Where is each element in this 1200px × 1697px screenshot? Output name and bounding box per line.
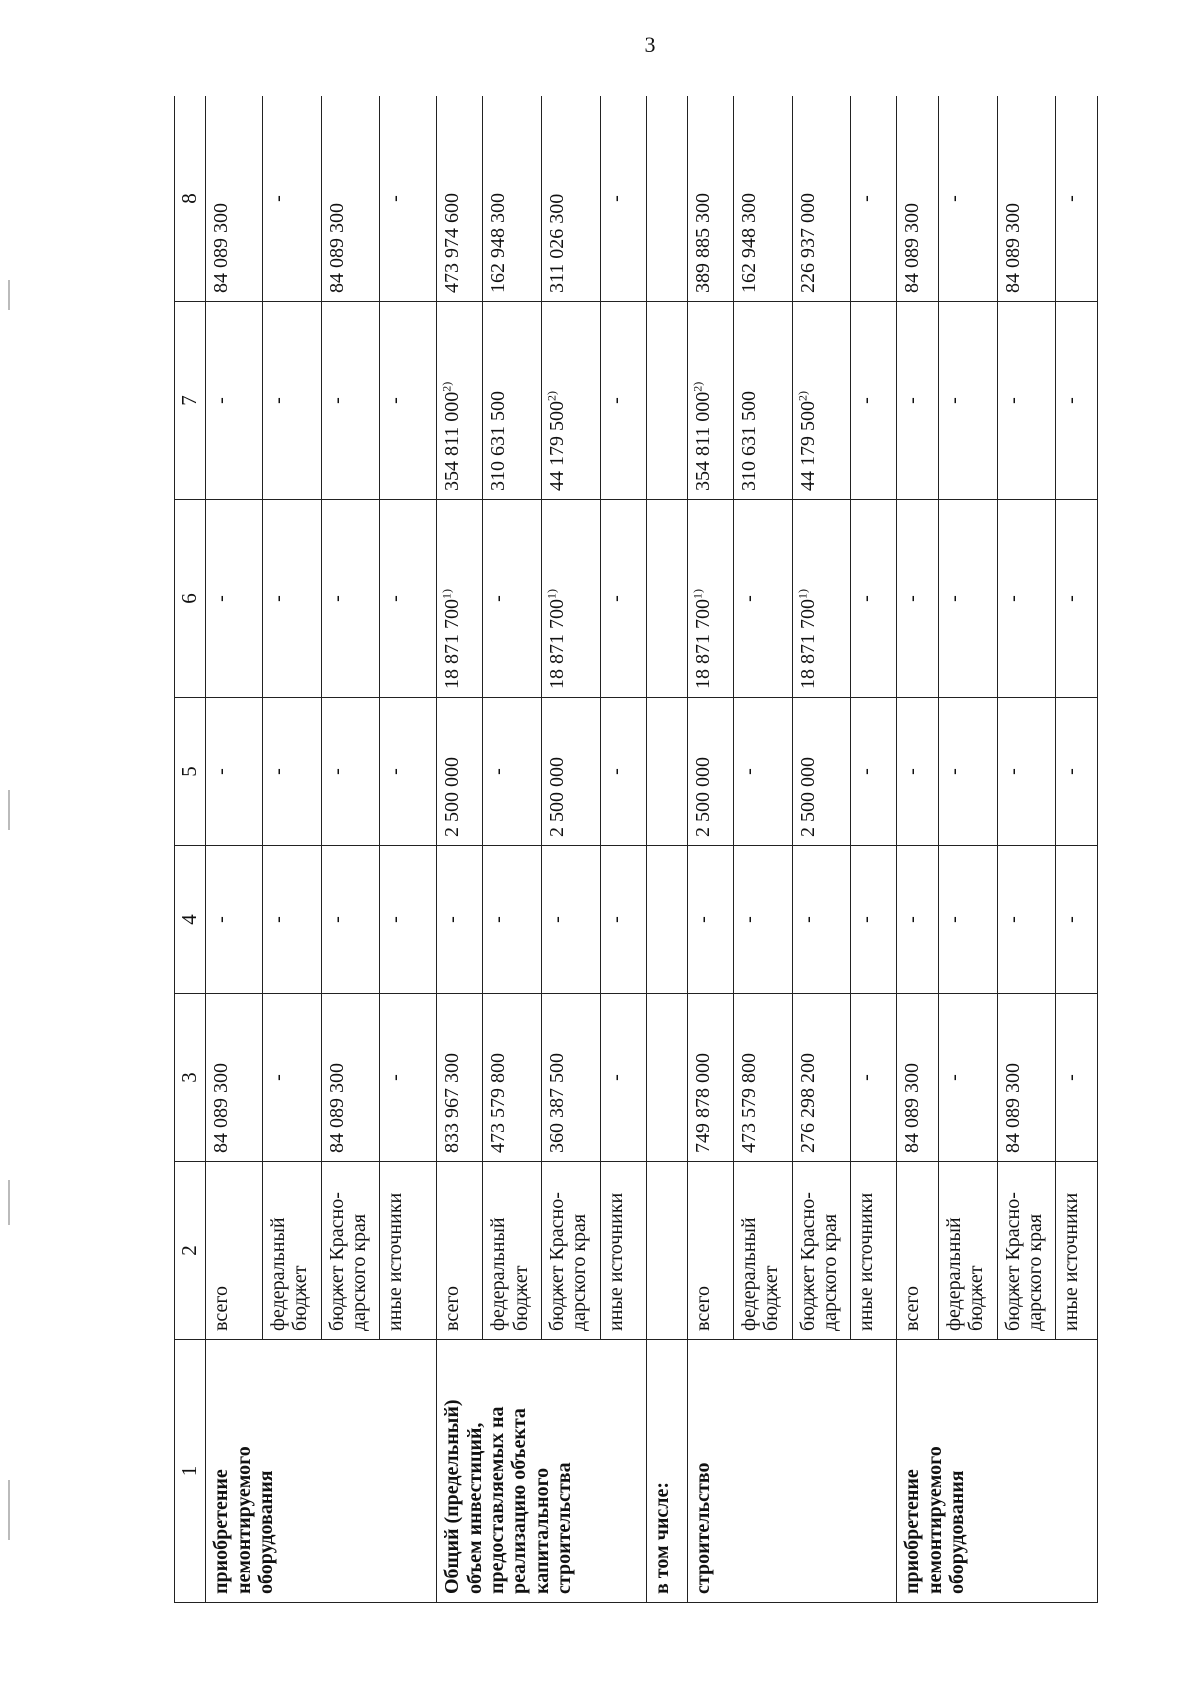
value-cell: -	[897, 846, 939, 994]
row-group-label: приобретение немонтируемого оборудования	[206, 1340, 437, 1603]
value-cell: -	[600, 698, 646, 846]
value-cell: 162 948 300	[733, 96, 792, 302]
value-cell: -	[321, 302, 380, 500]
value-cell: 310 631 500	[733, 302, 792, 500]
value-cell: -	[380, 500, 437, 698]
value-cell: 276 298 200	[792, 994, 851, 1162]
scan-artifact	[8, 280, 10, 310]
row-group-label: приобретение немонтируемого оборудования	[897, 1340, 1098, 1603]
value-cell: 360 387 500	[541, 994, 600, 1162]
value-cell: -	[321, 500, 380, 698]
value-cell: 84 089 300	[206, 96, 263, 302]
value-cell: -	[206, 500, 263, 698]
funding-source-cell: бюджет Красно-дарского края	[541, 1162, 600, 1340]
value-cell: 84 089 300	[321, 994, 380, 1162]
value-cell: 473 579 800	[733, 994, 792, 1162]
funding-source-cell: иные источники	[851, 1162, 897, 1340]
footnote-mark: 2)	[439, 381, 454, 392]
value-cell: -	[262, 994, 321, 1162]
value-cell: 44 179 500$^{2)}$	[541, 302, 600, 500]
value-cell: -	[483, 500, 542, 698]
value-cell: -	[600, 96, 646, 302]
funding-source-cell: бюджет Красно-дарского края	[321, 1162, 380, 1340]
page-number: 3	[644, 32, 656, 57]
column-header: 3	[175, 994, 206, 1162]
value-cell: 2 500 000	[541, 698, 600, 846]
value-cell: -	[851, 698, 897, 846]
value-cell: -	[688, 846, 734, 994]
column-header: 6	[175, 500, 206, 698]
value-cell	[646, 846, 688, 994]
value-cell: 833 967 300	[437, 994, 483, 1162]
value-cell: -	[483, 698, 542, 846]
value-cell: 311 026 300	[541, 96, 600, 302]
value-cell: -	[938, 846, 997, 994]
value-cell: -	[997, 846, 1056, 994]
value-cell: 354 811 000$^{2)}$	[688, 302, 734, 500]
table-row	[897, 96, 939, 1603]
funding-source-cell: федеральный бюджет	[733, 1162, 792, 1340]
value-cell: 473 974 600	[437, 96, 483, 302]
value-cell: 84 089 300	[897, 96, 939, 302]
funding-source-cell: всего	[897, 1162, 939, 1340]
value-cell: -	[792, 846, 851, 994]
table-row	[646, 96, 688, 1603]
value-cell: -	[733, 698, 792, 846]
value-cell: 162 948 300	[483, 96, 542, 302]
value-cell: 389 885 300	[688, 96, 734, 302]
funding-source-cell: федеральный бюджет	[483, 1162, 542, 1340]
header-row	[175, 96, 206, 1603]
value-cell: -	[851, 500, 897, 698]
value-cell: -	[262, 302, 321, 500]
value-cell: -	[380, 994, 437, 1162]
row-group-label: в том числе:	[646, 1340, 688, 1603]
value-cell: -	[1056, 846, 1098, 994]
value-cell: 18 871 700$^{1)}$	[541, 500, 600, 698]
table-row	[688, 96, 734, 1603]
footnote-mark: 1)	[544, 589, 559, 599]
table-row	[437, 96, 483, 1603]
value-cell: 84 089 300	[997, 96, 1056, 302]
value-cell: 226 937 000	[792, 96, 851, 302]
column-header: 2	[175, 1162, 206, 1340]
value-cell: -	[851, 846, 897, 994]
value-cell: -	[897, 500, 939, 698]
value-cell: -	[897, 698, 939, 846]
funding-source-cell: всего	[206, 1162, 263, 1340]
column-header: 5	[175, 698, 206, 846]
value-cell: -	[733, 500, 792, 698]
value-cell: -	[206, 698, 263, 846]
value-cell: -	[541, 846, 600, 994]
funding-source-cell: федеральный бюджет	[262, 1162, 321, 1340]
footnote-mark: 1)	[439, 589, 454, 599]
value-cell: -	[997, 698, 1056, 846]
funding-source-cell: иные источники	[1056, 1162, 1098, 1340]
footnote-mark: 2)	[795, 391, 810, 401]
value-cell: -	[938, 500, 997, 698]
value-cell: -	[938, 96, 997, 302]
value-cell	[646, 994, 688, 1162]
value-cell: -	[380, 846, 437, 994]
value-cell: -	[1056, 994, 1098, 1162]
value-cell: -	[321, 698, 380, 846]
column-header: 8	[175, 96, 206, 302]
value-cell: 44 179 500$^{2)}$	[792, 302, 851, 500]
table-row	[206, 96, 263, 1603]
value-cell: -	[262, 846, 321, 994]
value-cell: 18 871 700$^{1)}$	[792, 500, 851, 698]
value-cell: -	[1056, 500, 1098, 698]
value-cell: -	[938, 994, 997, 1162]
value-cell: -	[600, 302, 646, 500]
value-cell: 84 089 300	[206, 994, 263, 1162]
value-cell: -	[851, 96, 897, 302]
scan-artifact	[8, 1180, 10, 1225]
value-cell: 84 089 300	[997, 994, 1056, 1162]
value-cell: -	[262, 500, 321, 698]
value-cell: -	[1056, 96, 1098, 302]
value-cell	[646, 500, 688, 698]
value-cell: -	[380, 698, 437, 846]
value-cell: -	[600, 500, 646, 698]
value-cell: 2 500 000	[437, 698, 483, 846]
row-group-label: строительство	[688, 1340, 897, 1603]
value-cell: -	[600, 994, 646, 1162]
value-cell: 473 579 800	[483, 994, 542, 1162]
column-header: 4	[175, 846, 206, 994]
value-cell: 18 871 700$^{1)}$	[437, 500, 483, 698]
value-cell: -	[997, 302, 1056, 500]
value-cell: -	[938, 698, 997, 846]
scan-artifact	[8, 1480, 10, 1540]
row-group-label: Общий (предельный) объем инвестиций, предоставляемых на реализацию объекта капитального строительства	[437, 1340, 646, 1603]
value-cell: -	[206, 846, 263, 994]
value-cell: -	[851, 994, 897, 1162]
value-cell	[646, 698, 688, 846]
investment-table	[174, 96, 1098, 1603]
value-cell: -	[380, 96, 437, 302]
value-cell: -	[380, 302, 437, 500]
value-cell: -	[733, 846, 792, 994]
funding-source-cell: всего	[688, 1162, 734, 1340]
value-cell: -	[206, 302, 263, 500]
value-cell: 354 811 000$^{2)}$	[437, 302, 483, 500]
value-cell: 2 500 000	[792, 698, 851, 846]
column-header: 1	[175, 1340, 206, 1603]
funding-source-cell: бюджет Красно-дарского края	[792, 1162, 851, 1340]
value-cell: 749 878 000	[688, 994, 734, 1162]
value-cell	[646, 302, 688, 500]
value-cell: -	[600, 846, 646, 994]
value-cell: -	[321, 846, 380, 994]
value-cell: -	[483, 846, 542, 994]
value-cell: -	[997, 500, 1056, 698]
funding-source-cell: иные источники	[380, 1162, 437, 1340]
value-cell: 2 500 000	[688, 698, 734, 846]
footnote-mark: 1)	[795, 589, 810, 599]
footnote-mark: 1)	[690, 589, 705, 599]
funding-source-cell	[646, 1162, 688, 1340]
value-cell: -	[262, 698, 321, 846]
value-cell: 84 089 300	[321, 96, 380, 302]
funding-source-cell: бюджет Красно-дарского края	[997, 1162, 1056, 1340]
value-cell: -	[897, 302, 939, 500]
value-cell: -	[938, 302, 997, 500]
value-cell: 84 089 300	[897, 994, 939, 1162]
value-cell: 310 631 500	[483, 302, 542, 500]
value-cell: -	[262, 96, 321, 302]
value-cell: 18 871 700$^{1)}$	[688, 500, 734, 698]
footnote-mark: 2)	[544, 391, 559, 401]
value-cell: -	[1056, 698, 1098, 846]
funding-source-cell: иные источники	[600, 1162, 646, 1340]
column-header: 7	[175, 302, 206, 500]
value-cell: -	[437, 846, 483, 994]
value-cell	[646, 96, 688, 302]
value-cell: -	[1056, 302, 1098, 500]
value-cell: -	[851, 302, 897, 500]
footnote-mark: 2)	[690, 381, 705, 392]
funding-source-cell: всего	[437, 1162, 483, 1340]
funding-source-cell: федеральный бюджет	[938, 1162, 997, 1340]
rotated-table-frame	[174, 96, 1098, 1603]
scan-artifact	[8, 790, 10, 830]
